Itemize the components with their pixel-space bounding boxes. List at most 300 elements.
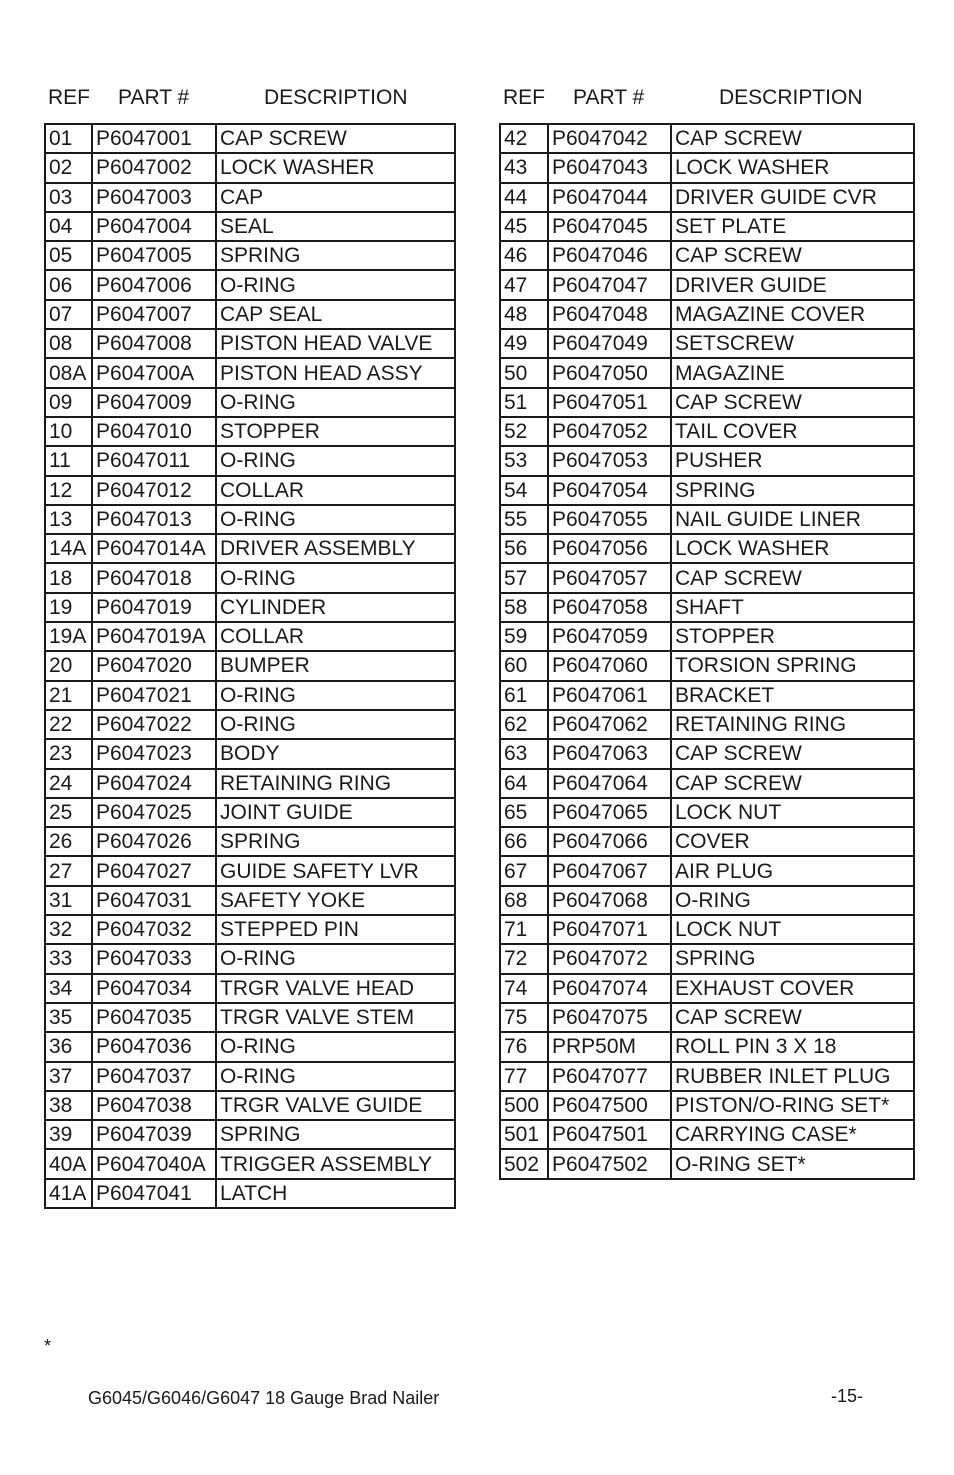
description-cell: EXHAUST COVER (671, 974, 914, 1003)
ref-cell: 59 (500, 622, 548, 651)
description-cell: CAP (216, 183, 455, 212)
part-number-cell: P6047071 (548, 915, 671, 944)
ref-cell: 502 (500, 1149, 548, 1178)
ref-cell: 39 (45, 1120, 92, 1149)
table-row (500, 915, 914, 944)
part-number-cell: P6047007 (92, 300, 216, 329)
table-row (45, 300, 455, 329)
ref-cell: 60 (500, 651, 548, 680)
description-cell: TAIL COVER (671, 417, 914, 446)
part-number-header: PART # (118, 86, 190, 109)
table-row (45, 593, 455, 622)
part-number-cell: P6047044 (548, 183, 671, 212)
column-headers-left (44, 84, 456, 114)
ref-cell: 10 (45, 417, 92, 446)
description-cell: O-RING (216, 270, 455, 299)
part-number-cell: P6047018 (92, 563, 216, 592)
table-row (45, 1032, 455, 1061)
description-cell: O-RING (216, 563, 455, 592)
description-cell: SPRING (216, 1120, 455, 1149)
part-number-cell: P6047026 (92, 827, 216, 856)
table-row (500, 1062, 914, 1091)
part-number-cell: P6047010 (92, 417, 216, 446)
part-number-cell: P6047060 (548, 651, 671, 680)
part-number-cell: P604700A (92, 358, 216, 387)
description-cell: O-RING (216, 446, 455, 475)
description-cell: PUSHER (671, 446, 914, 475)
parts-column-left (44, 84, 456, 1209)
ref-cell: 08 (45, 329, 92, 358)
ref-cell: 04 (45, 212, 92, 241)
ref-cell: 09 (45, 388, 92, 417)
table-row (500, 827, 914, 856)
description-cell: STOPPER (216, 417, 455, 446)
ref-cell: 01 (45, 124, 92, 153)
part-number-cell: P6047004 (92, 212, 216, 241)
table-row (500, 534, 914, 563)
part-number-cell: P6047012 (92, 476, 216, 505)
table-row (45, 534, 455, 563)
description-cell: CAP SCREW (671, 241, 914, 270)
description-cell: SHAFT (671, 593, 914, 622)
description-cell: AIR PLUG (671, 856, 914, 885)
description-cell: CAP SCREW (671, 563, 914, 592)
ref-cell: 21 (45, 681, 92, 710)
ref-cell: 11 (45, 446, 92, 475)
table-row (500, 1003, 914, 1032)
column-headers-right (499, 84, 915, 114)
table-row (500, 212, 914, 241)
description-cell: LOCK WASHER (671, 534, 914, 563)
table-row (500, 505, 914, 534)
table-row (45, 417, 455, 446)
table-row (500, 329, 914, 358)
part-number-cell: P6047072 (548, 944, 671, 973)
ref-cell: 66 (500, 827, 548, 856)
part-number-cell: P6047065 (548, 798, 671, 827)
table-row (500, 769, 914, 798)
description-cell: GUIDE SAFETY LVR (216, 856, 455, 885)
ref-cell: 14A (45, 534, 92, 563)
ref-cell: 61 (500, 681, 548, 710)
description-cell: BODY (216, 739, 455, 768)
table-row (500, 739, 914, 768)
description-header: DESCRIPTION (719, 86, 863, 109)
ref-cell: 42 (500, 124, 548, 153)
description-cell: CAP SCREW (671, 1003, 914, 1032)
description-cell: MAGAZINE (671, 358, 914, 387)
description-cell: O-RING (216, 1032, 455, 1061)
description-cell: CAP SEAL (216, 300, 455, 329)
table-row (500, 944, 914, 973)
description-cell: TRGR VALVE STEM (216, 1003, 455, 1032)
ref-cell: 48 (500, 300, 548, 329)
ref-cell: 24 (45, 769, 92, 798)
ref-cell: 33 (45, 944, 92, 973)
table-row (45, 212, 455, 241)
part-number-cell: P6047063 (548, 739, 671, 768)
table-row (45, 856, 455, 885)
description-cell: LOCK NUT (671, 798, 914, 827)
table-row (45, 1091, 455, 1120)
part-number-cell: P6047047 (548, 270, 671, 299)
table-row (500, 446, 914, 475)
part-number-cell: P6047062 (548, 710, 671, 739)
description-cell: BUMPER (216, 651, 455, 680)
table-row (45, 358, 455, 387)
description-cell: CAP SCREW (671, 124, 914, 153)
description-cell: STOPPER (671, 622, 914, 651)
table-row (45, 1120, 455, 1149)
description-cell: COVER (671, 827, 914, 856)
description-cell: LOCK NUT (671, 915, 914, 944)
ref-cell: 40A (45, 1149, 92, 1178)
description-cell: STEPPED PIN (216, 915, 455, 944)
part-number-cell: P6047042 (548, 124, 671, 153)
table-row (45, 183, 455, 212)
ref-cell: 72 (500, 944, 548, 973)
ref-cell: 27 (45, 856, 92, 885)
ref-cell: 62 (500, 710, 548, 739)
part-number-cell: P6047058 (548, 593, 671, 622)
ref-cell: 74 (500, 974, 548, 1003)
ref-cell: 41A (45, 1179, 92, 1208)
table-row (45, 944, 455, 973)
description-cell: O-RING SET* (671, 1149, 914, 1178)
table-row (500, 1091, 914, 1120)
part-number-cell: P6047021 (92, 681, 216, 710)
part-number-cell: P6047013 (92, 505, 216, 534)
parts-table-left (44, 123, 456, 1209)
table-row (45, 476, 455, 505)
table-row (500, 563, 914, 592)
description-cell: LOCK WASHER (671, 153, 914, 182)
part-number-cell: P6047011 (92, 446, 216, 475)
part-number-cell: P6047055 (548, 505, 671, 534)
table-row (500, 974, 914, 1003)
part-number-cell: P6047009 (92, 388, 216, 417)
table-row (45, 798, 455, 827)
description-cell: TORSION SPRING (671, 651, 914, 680)
table-row (500, 476, 914, 505)
ref-cell: 75 (500, 1003, 548, 1032)
description-cell: O-RING (216, 388, 455, 417)
ref-cell: 18 (45, 563, 92, 592)
part-number-cell: P6047040A (92, 1149, 216, 1178)
description-cell: CAP SCREW (216, 124, 455, 153)
ref-header: REF (48, 86, 90, 109)
part-number-cell: P6047014A (92, 534, 216, 563)
part-number-cell: P6047001 (92, 124, 216, 153)
ref-cell: 46 (500, 241, 548, 270)
ref-cell: 50 (500, 358, 548, 387)
description-cell: TRGR VALVE GUIDE (216, 1091, 455, 1120)
ref-cell: 19 (45, 593, 92, 622)
table-row (500, 1149, 914, 1178)
part-number-cell: P6047056 (548, 534, 671, 563)
ref-cell: 51 (500, 388, 548, 417)
table-row (45, 1062, 455, 1091)
table-row (45, 329, 455, 358)
table-row (45, 622, 455, 651)
part-number-cell: P6047024 (92, 769, 216, 798)
ref-cell: 43 (500, 153, 548, 182)
part-number-cell: P6047005 (92, 241, 216, 270)
table-row (500, 183, 914, 212)
ref-cell: 64 (500, 769, 548, 798)
table-row (45, 1149, 455, 1178)
table-row (45, 710, 455, 739)
ref-cell: 45 (500, 212, 548, 241)
part-number-cell: P6047033 (92, 944, 216, 973)
table-row (45, 446, 455, 475)
ref-cell: 65 (500, 798, 548, 827)
table-row (45, 827, 455, 856)
table-row (500, 417, 914, 446)
table-row (500, 710, 914, 739)
part-number-cell: P6047077 (548, 1062, 671, 1091)
description-cell: SPRING (216, 241, 455, 270)
table-row (45, 388, 455, 417)
ref-cell: 34 (45, 974, 92, 1003)
description-cell: CAP SCREW (671, 739, 914, 768)
description-cell: O-RING (216, 681, 455, 710)
footer-title: G6045/G6046/G6047 18 Gauge Brad Nailer (88, 1388, 440, 1408)
description-cell: CARRYING CASE* (671, 1120, 914, 1149)
ref-cell: 67 (500, 856, 548, 885)
part-number-cell: P6047500 (548, 1091, 671, 1120)
part-number-cell: P6047034 (92, 974, 216, 1003)
ref-cell: 71 (500, 915, 548, 944)
description-cell: O-RING (216, 505, 455, 534)
description-cell: O-RING (671, 886, 914, 915)
table-row (500, 651, 914, 680)
description-cell: O-RING (216, 944, 455, 973)
table-row (500, 593, 914, 622)
table-row (45, 769, 455, 798)
ref-cell: 37 (45, 1062, 92, 1091)
part-number-cell: P6047057 (548, 563, 671, 592)
table-row (45, 739, 455, 768)
ref-cell: 52 (500, 417, 548, 446)
ref-cell: 32 (45, 915, 92, 944)
description-cell: COLLAR (216, 476, 455, 505)
part-number-cell: P6047064 (548, 769, 671, 798)
description-cell: LATCH (216, 1179, 455, 1208)
ref-cell: 58 (500, 593, 548, 622)
part-number-cell: P6047037 (92, 1062, 216, 1091)
table-row (500, 798, 914, 827)
table-row (500, 886, 914, 915)
part-number-cell: P6047067 (548, 856, 671, 885)
table-row (45, 651, 455, 680)
description-cell: DRIVER ASSEMBLY (216, 534, 455, 563)
description-cell: LOCK WASHER (216, 153, 455, 182)
part-number-cell: P6047045 (548, 212, 671, 241)
description-cell: JOINT GUIDE (216, 798, 455, 827)
description-cell: SET PLATE (671, 212, 914, 241)
part-number-cell: P6047022 (92, 710, 216, 739)
ref-cell: 20 (45, 651, 92, 680)
description-cell: RUBBER INLET PLUG (671, 1062, 914, 1091)
description-cell: PISTON HEAD ASSY (216, 358, 455, 387)
description-cell: DRIVER GUIDE CVR (671, 183, 914, 212)
description-cell: CAP SCREW (671, 388, 914, 417)
table-row (45, 974, 455, 1003)
table-row (500, 300, 914, 329)
ref-cell: 23 (45, 739, 92, 768)
part-number-cell: P6047066 (548, 827, 671, 856)
part-number-cell: P6047041 (92, 1179, 216, 1208)
ref-cell: 55 (500, 505, 548, 534)
part-number-cell: P6047046 (548, 241, 671, 270)
description-cell: SPRING (671, 944, 914, 973)
part-number-cell: P6047053 (548, 446, 671, 475)
description-cell: NAIL GUIDE LINER (671, 505, 914, 534)
description-cell: ROLL PIN 3 X 18 (671, 1032, 914, 1061)
description-cell: MAGAZINE COVER (671, 300, 914, 329)
table-row (45, 241, 455, 270)
part-number-cell: P6047068 (548, 886, 671, 915)
table-row (500, 358, 914, 387)
part-number-cell: P6047061 (548, 681, 671, 710)
part-number-cell: P6047054 (548, 476, 671, 505)
part-number-cell: P6047023 (92, 739, 216, 768)
ref-cell: 08A (45, 358, 92, 387)
description-header: DESCRIPTION (264, 86, 408, 109)
description-cell: O-RING (216, 710, 455, 739)
ref-cell: 12 (45, 476, 92, 505)
part-number-cell: P6047502 (548, 1149, 671, 1178)
parts-column-right (499, 84, 915, 1180)
part-number-cell: P6047002 (92, 153, 216, 182)
ref-cell: 53 (500, 446, 548, 475)
ref-cell: 35 (45, 1003, 92, 1032)
table-row (500, 1032, 914, 1061)
table-row (45, 915, 455, 944)
ref-cell: 57 (500, 563, 548, 592)
ref-cell: 03 (45, 183, 92, 212)
table-row (500, 388, 914, 417)
footnote: * (44, 1336, 52, 1356)
ref-cell: 68 (500, 886, 548, 915)
table-row (45, 1003, 455, 1032)
ref-cell: 25 (45, 798, 92, 827)
description-cell: CAP SCREW (671, 769, 914, 798)
description-cell: PISTON/O-RING SET* (671, 1091, 914, 1120)
ref-cell: 47 (500, 270, 548, 299)
description-cell: SEAL (216, 212, 455, 241)
ref-cell: 36 (45, 1032, 92, 1061)
page-number: -15- (831, 1386, 864, 1406)
ref-cell: 07 (45, 300, 92, 329)
part-number-header: PART # (573, 86, 645, 109)
part-number-cell: PRP50M (548, 1032, 671, 1061)
part-number-cell: P6047049 (548, 329, 671, 358)
table-row (45, 681, 455, 710)
part-number-cell: P6047032 (92, 915, 216, 944)
table-row (45, 270, 455, 299)
ref-cell: 22 (45, 710, 92, 739)
description-cell: COLLAR (216, 622, 455, 651)
ref-cell: 77 (500, 1062, 548, 1091)
table-row (500, 681, 914, 710)
description-cell: SPRING (671, 476, 914, 505)
ref-cell: 05 (45, 241, 92, 270)
part-number-cell: P6047048 (548, 300, 671, 329)
part-number-cell: P6047031 (92, 886, 216, 915)
part-number-cell: P6047035 (92, 1003, 216, 1032)
table-row (45, 124, 455, 153)
part-number-cell: P6047075 (548, 1003, 671, 1032)
ref-cell: 76 (500, 1032, 548, 1061)
part-number-cell: P6047051 (548, 388, 671, 417)
description-cell: CYLINDER (216, 593, 455, 622)
ref-cell: 500 (500, 1091, 548, 1120)
part-number-cell: P6047008 (92, 329, 216, 358)
part-number-cell: P6047074 (548, 974, 671, 1003)
table-row (500, 1120, 914, 1149)
part-number-cell: P6047501 (548, 1120, 671, 1149)
table-row (500, 241, 914, 270)
parts-table-right (499, 123, 915, 1180)
description-cell: BRACKET (671, 681, 914, 710)
table-row (45, 153, 455, 182)
part-number-cell: P6047019 (92, 593, 216, 622)
part-number-cell: P6047020 (92, 651, 216, 680)
ref-cell: 54 (500, 476, 548, 505)
description-cell: DRIVER GUIDE (671, 270, 914, 299)
ref-cell: 06 (45, 270, 92, 299)
ref-cell: 19A (45, 622, 92, 651)
description-cell: SAFETY YOKE (216, 886, 455, 915)
table-row (500, 270, 914, 299)
ref-cell: 49 (500, 329, 548, 358)
ref-cell: 13 (45, 505, 92, 534)
part-number-cell: P6047036 (92, 1032, 216, 1061)
ref-cell: 63 (500, 739, 548, 768)
description-cell: TRGR VALVE HEAD (216, 974, 455, 1003)
ref-cell: 501 (500, 1120, 548, 1149)
description-cell: PISTON HEAD VALVE (216, 329, 455, 358)
part-number-cell: P6047059 (548, 622, 671, 651)
ref-cell: 38 (45, 1091, 92, 1120)
description-cell: RETAINING RING (216, 769, 455, 798)
part-number-cell: P6047027 (92, 856, 216, 885)
description-cell: RETAINING RING (671, 710, 914, 739)
table-row (500, 124, 914, 153)
description-cell: TRIGGER ASSEMBLY (216, 1149, 455, 1178)
description-cell: SETSCREW (671, 329, 914, 358)
part-number-cell: P6047038 (92, 1091, 216, 1120)
table-row (500, 153, 914, 182)
table-row (45, 886, 455, 915)
description-cell: SPRING (216, 827, 455, 856)
table-row (500, 622, 914, 651)
table-row (500, 856, 914, 885)
part-number-cell: P6047025 (92, 798, 216, 827)
table-row (45, 1179, 455, 1208)
ref-cell: 31 (45, 886, 92, 915)
table-row (45, 563, 455, 592)
part-number-cell: P6047043 (548, 153, 671, 182)
part-number-cell: P6047052 (548, 417, 671, 446)
part-number-cell: P6047003 (92, 183, 216, 212)
part-number-cell: P6047039 (92, 1120, 216, 1149)
ref-cell: 02 (45, 153, 92, 182)
part-number-cell: P6047006 (92, 270, 216, 299)
description-cell: O-RING (216, 1062, 455, 1091)
